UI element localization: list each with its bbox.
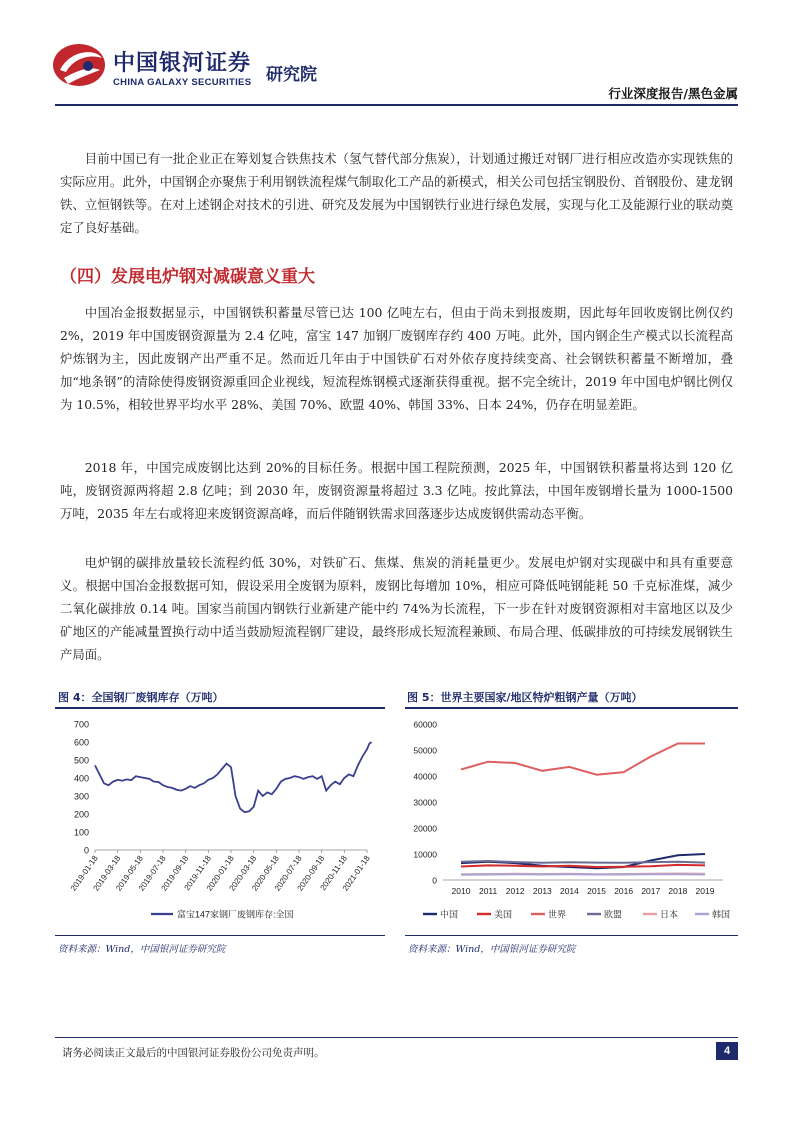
institute-name: 研究院 [266,65,317,85]
y-tick-label: 0 [83,845,89,856]
page-number: 4 [716,1042,738,1060]
y-tick-label: 200 [73,809,89,820]
x-tick-label: 2020-03-18 [227,853,259,893]
paragraph: 2018 年，中国完成废钢比达到 20%的目标任务。根据中国工程院预测，2025 年，中国钢铁积蓄量将达到 120 亿吨，废钢资源两将超 2.8 亿吨；到 2030 年，废钢资源量将超过 3.3 亿吨。按此算法，中国年废钢增长量为 1000-1500 万吨，2035 年左右或将迎来废钢资源高峰，而后伴随钢铁需求回落逐步达成废钢供需动态平衡。 [60,460,733,521]
legend-label: 中国 [440,909,459,920]
legend-label: 日本 [660,909,679,920]
x-tick-label: 2019-01-18 [68,853,100,893]
galaxy-logo-icon [50,40,108,90]
paragraph-2-block [60,301,733,416]
y-tick-label: 60000 [413,719,437,730]
x-tick-label: 2010 [451,886,471,896]
figure-5-bottom-rule [405,935,738,936]
x-tick-label: 2020-05-18 [250,853,281,893]
series-line-世界 [461,744,705,775]
logo-text-en: CHINA GALAXY SECURITIES [113,77,252,88]
legend-label: 世界 [548,909,567,920]
header-rule [55,104,738,106]
x-tick-label: 2019-05-18 [114,853,145,893]
y-tick-label: 600 [73,737,89,748]
y-tick-label: 100 [73,827,89,838]
y-tick-label: 40000 [413,771,437,782]
paragraph-1-block [60,147,733,239]
x-tick-label: 2014 [559,886,579,896]
y-tick-label: 400 [73,773,89,784]
paragraph-3-block [60,456,733,525]
x-tick-label: 2020-09-18 [295,853,327,893]
x-tick-label: 2018 [668,886,688,896]
figure-5-title: 图 5：世界主要国家/地区特炉粗钢产量（万吨） [407,691,643,704]
y-tick-label: 20000 [413,823,437,834]
series-line-美国 [461,865,705,867]
legend-label: 美国 [494,909,513,920]
report-type: 行业深度报告/黑色金属 [608,86,738,101]
y-tick-label: 10000 [413,849,437,860]
legend-label: 韩国 [712,909,731,920]
figure-4-bottom-rule [55,935,385,936]
section-heading: （四）发展电炉钢对减碳意义重大 [60,267,315,287]
figure-4-source: 资料来源：Wind，中国银河证券研究院 [58,944,226,955]
figure-4-chart [55,710,385,932]
x-tick-label: 2016 [614,886,634,896]
x-tick-label: 2019-09-18 [159,853,191,893]
figure-4-title: 图 4：全国钢厂废钢库存（万吨） [58,691,224,704]
x-tick-label: 2019-11-18 [182,853,213,893]
footer-disclaimer: 请务必阅读正文最后的中国银河证券股份公司免责声明。 [62,1047,325,1059]
x-tick-label: 2019-07-18 [136,853,168,893]
paragraph: 目前中国已有一批企业正在筹划复合铁焦技术（氢气替代部分焦炭），计划通过搬迁对钢厂进行相应改造亦实现铁焦的实际应用。此外，中国钢企亦聚焦于利用钢铁流程煤气制取化工产品的新模式，相关公司包括宝钢股份、首钢股份、建龙钢铁、立恒钢铁等。在对上述钢企对技术的引进、研究及发展为中国钢铁行业进行绿色发展，实现与化工及能源行业的联动奠定了良好基础。 [60,151,733,235]
y-tick-label: 700 [73,719,89,730]
x-tick-label: 2017 [641,886,661,896]
y-tick-label: 50000 [413,745,437,756]
y-tick-label: 500 [73,755,89,766]
figure-4-top-rule [55,707,385,709]
x-tick-label: 2011 [478,886,498,896]
x-tick-label: 2019-03-18 [91,853,123,893]
y-tick-label: 30000 [413,797,437,808]
x-tick-label: 2015 [587,886,607,896]
x-tick-label: 2020-11-18 [318,853,349,893]
paragraph-4-block [60,551,733,666]
legend-label: 富宝147家钢厂废钢库存:全国 [177,909,294,920]
paragraph: 电炉钢的碳排放量较长流程约低 30%，对铁矿石、焦煤、焦炭的消耗量更少。发展电炉钢对实现碳中和具有重要意义。根据中国冶金报数据可知，假设采用全废钢为原料，废钢比每增加 10%，相应可降低吨钢能耗 50 千克标准煤，减少二氧化碳排放 0.14 吨。国家当前国内钢铁行业新建产能中约 74%为长流程，下一步在针对废钢资源相对丰富地区以及少矿地区的产能减量置换行动中适当鼓励短流程钢厂建设，最终形成长短流程兼顾、布局合理、低碳排放的可持续发展钢铁生产局面。 [60,555,733,662]
x-tick-label: 2013 [532,886,552,896]
figure-5-chart [405,710,738,932]
x-tick-label: 2012 [505,886,525,896]
series-line-韩国 [461,874,705,875]
y-tick-label: 300 [73,791,89,802]
legend-label: 欧盟 [604,909,623,920]
figure-5-top-rule [405,707,738,709]
y-tick-label: 0 [432,875,437,886]
logo-text-cn: 中国银河证券 [113,51,252,76]
x-tick-label: 2020-01-18 [204,853,236,893]
x-tick-label: 2019 [695,886,715,896]
x-tick-label: 2021-01-18 [340,853,372,893]
footer-rule [55,1037,738,1038]
header [0,0,793,110]
figure-5-source: 资料来源：Wind，中国银河证券研究院 [408,944,576,955]
paragraph: 中国冶金报数据显示，中国钢铁积蓄量尽管已达 100 亿吨左右，但由于尚未到报废期，因此每年回收废钢比例仅约 2%，2019 年中国废钢资源量为 2.4 亿吨，富宝 147 加钢厂废钢库存约 400 万吨。此外，国内钢企生产模式以长流程高炉炼钢为主，因此废钢产出严重不足。然而近几年由于中国铁矿石对外依存度持续变高、社会钢铁积蓄量不断增加，叠加“地条钢”的清除使得废钢资源重回企业视线，短流程炼钢模式逐渐获得重视。据不完全统计，2019 年中国电炉钢比例仅为 10.5%，相较世界平均水平 28%、美国 70%、欧盟 40%、韩国 33%、日本 24%，仍存在明显差距。 [60,305,733,412]
series-line [95,742,372,812]
x-tick-label: 2020-07-18 [272,853,304,893]
